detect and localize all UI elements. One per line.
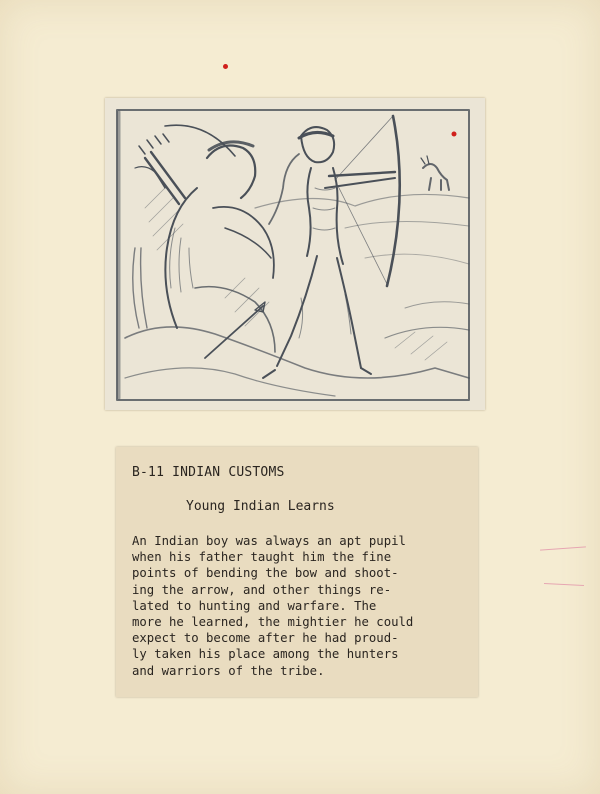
red-marker-dot (223, 64, 228, 69)
caption-card (116, 447, 478, 697)
body-line: points of bending the bow and shoot- (132, 566, 399, 581)
red-marker-dot (452, 132, 457, 137)
card-body (132, 533, 472, 679)
body-line: ly taken his place among the hunters (132, 647, 399, 662)
body-line: expect to become after he had proud- (132, 631, 399, 646)
body-line: when his father taught him the fine (132, 550, 392, 565)
pink-pencil-mark (544, 583, 584, 586)
pencil-sketch-card (105, 98, 485, 410)
body-line: An Indian boy was always an apt pupil (132, 534, 406, 548)
body-line: lated to hunting and warfare. The (132, 598, 377, 613)
card-subtitle: Young Indian Learns (186, 499, 335, 514)
body-line: more he learned, the mightier he could (132, 615, 414, 630)
body-line: and warriors of the tribe. (132, 663, 325, 678)
pencil-sketch-illustration (105, 98, 485, 410)
pink-pencil-mark (540, 546, 586, 550)
body-line: ing the arrow, and other things re- (132, 582, 392, 597)
card-title: B-11 INDIAN CUSTOMS (132, 465, 285, 480)
